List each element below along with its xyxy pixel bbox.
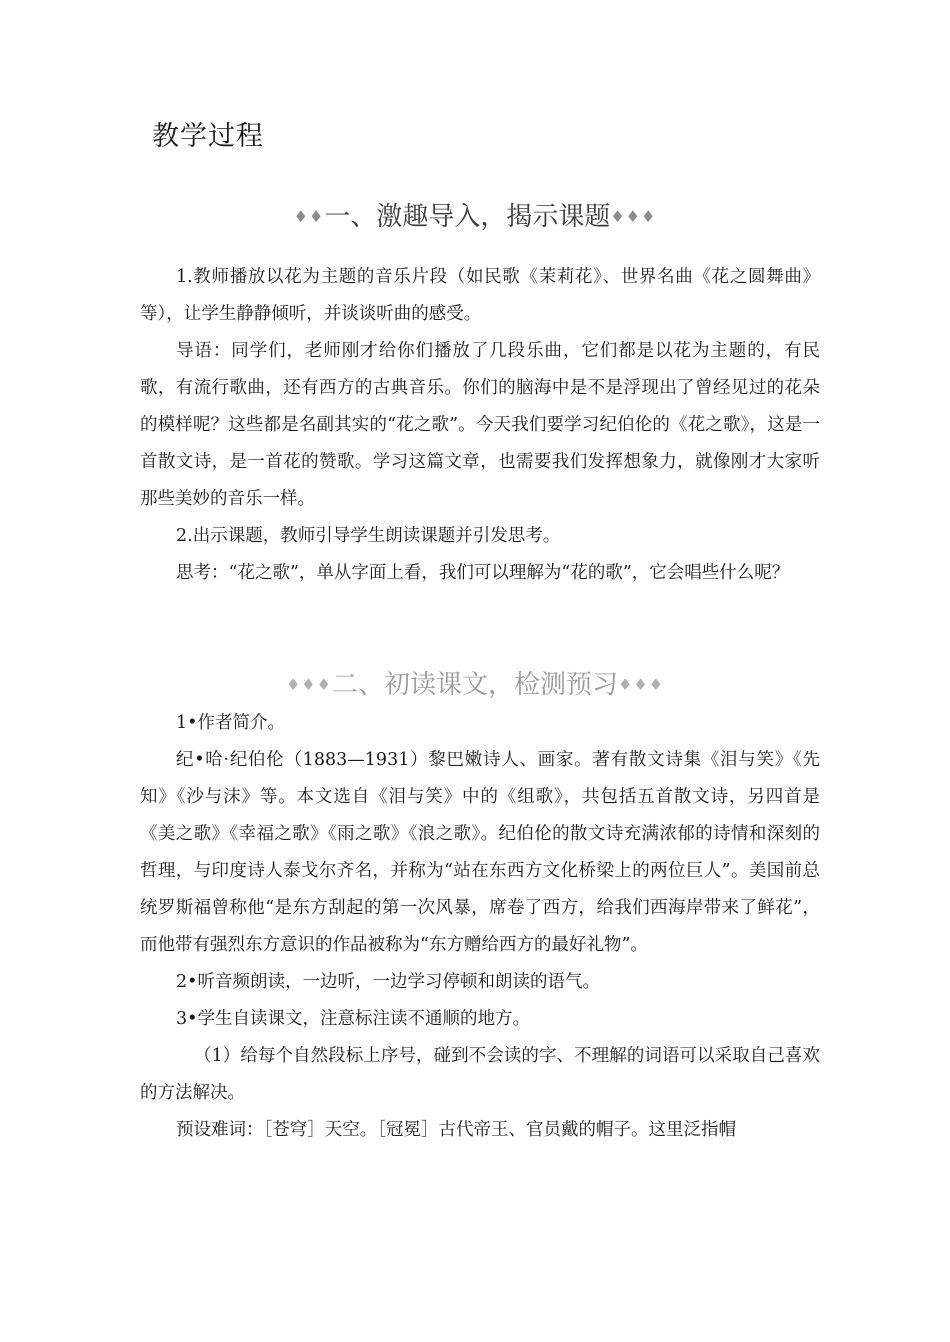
section-heading-text: 二、初读课文，检测预习 bbox=[331, 670, 618, 700]
section-heading-2 bbox=[140, 664, 810, 701]
paragraph: 纪•哈·纪伯伦（1883—1931）黎巴嫩诗人、画家。著有散文诗集《泪与笑》《先知》《沙与沫》等。本文选自《泪与笑》中的《组歌》，共包括五首散文诗，另四首是《美之歌》《幸福之歌》《雨之歌》《浪之歌》。纪伯伦的散文诗充满浓郁的诗情和深刻的哲理，与印度诗人泰戈尔齐名，并称为“站在东西方文化桥梁上的两位巨人”。美国前总统罗斯福曾称他“是东方刮起的第一次风暴，席卷了西方，给我们西海岸带来了鲜花”，而他带有强烈东方意识的作品被称为“东方赠给西方的最好礼物”。 bbox=[140, 750, 820, 955]
paragraph: 2•听音频朗读，一边听，一边学习停顿和朗读的语气。 bbox=[176, 972, 600, 992]
paragraph: 思考：“花之歌”，单从字面上看，我们可以理解为“花的歌”，它会唱些什么呢？ bbox=[176, 563, 790, 583]
paragraph: （1）给每个自然段标上序号，碰到不会读的字、不理解的词语可以采取自己喜欢的方法解决。 bbox=[140, 1046, 820, 1103]
paragraph: 1.教师播放以花为主题的音乐片段（如民歌《茉莉花》、世界名曲《花之圆舞曲》等），让学生静静倾听，并谈谈听曲的感受。 bbox=[140, 267, 820, 324]
diamond-ornament-icon: ♦♦ bbox=[293, 207, 325, 226]
section-heading-text: 一、激趣导入，揭示课题 bbox=[324, 202, 611, 232]
paragraph: 导语：同学们，老师刚才给你们播放了几段乐曲，它们都是以花为主题的，有民歌，有流行歌曲，还有西方的古典音乐。你们的脑海中是不是浮现出了曾经见过的花朵的模样呢？这些都是名副其实的“花之歌”。今天我们要学习纪伯伦的《花之歌》，这是一首散文诗，是一首花的赞歌。学习这篇文章，也需要我们发挥想象力，就像刚才大家听那些美妙的音乐一样。 bbox=[140, 341, 820, 509]
paragraph: 1•作者简介。 bbox=[176, 713, 285, 733]
paragraph: 3•学生自读课文，注意标注读不通顺的地方。 bbox=[176, 1009, 530, 1029]
paragraph: 预设难词：［苍穹］天空。［冠冕］古代帝王、官员戴的帽子。这里泛指帽 bbox=[176, 1120, 736, 1140]
diamond-ornament-icon: ♦♦♦ bbox=[618, 675, 665, 694]
diamond-ornament-icon: ♦♦♦ bbox=[285, 675, 332, 694]
diamond-ornament-icon: ♦♦♦ bbox=[610, 207, 657, 226]
section-heading-1 bbox=[140, 196, 810, 233]
page-title: 教学过程 bbox=[152, 121, 264, 152]
paragraph: 2.出示课题，教师引导学生朗读课题并引发思考。 bbox=[176, 526, 561, 546]
section-body-2 bbox=[140, 705, 820, 1149]
section-body-1 bbox=[140, 259, 820, 592]
